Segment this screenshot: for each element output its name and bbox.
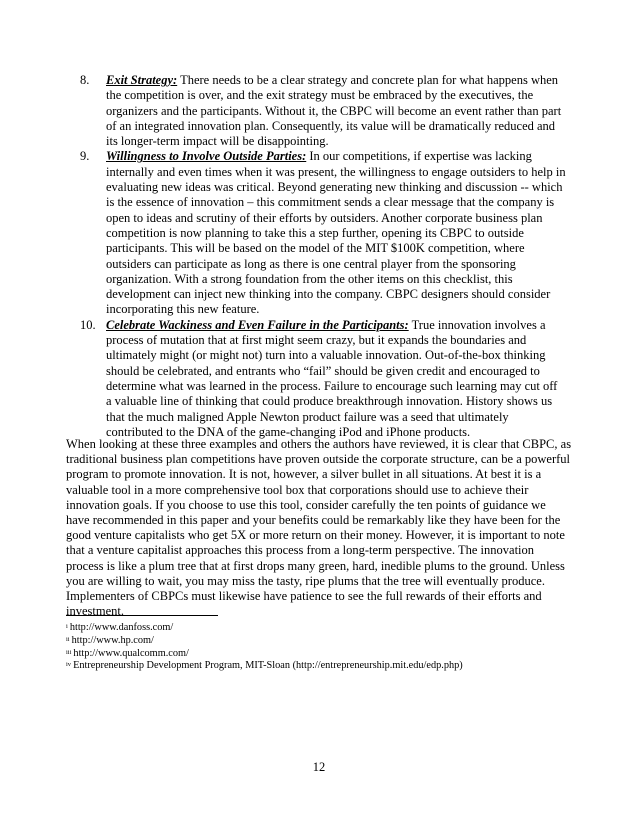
footnote-link[interactable]: http://www.hp.com/ xyxy=(71,634,154,646)
list-item-number: 10. xyxy=(80,317,96,332)
footnote-mark: i xyxy=(66,623,68,630)
list-item-title: Willingness to Involve Outside Parties: xyxy=(106,149,307,164)
footnotes xyxy=(66,622,586,673)
footnote-mark: iii xyxy=(66,648,72,656)
footnote xyxy=(66,648,586,661)
footnote-link[interactable]: http://www.qualcomm.com/ xyxy=(73,647,189,659)
list-item-number: 9. xyxy=(80,149,90,164)
list-item xyxy=(80,317,566,440)
list-item xyxy=(80,73,566,149)
footnote xyxy=(66,660,586,673)
conclusion-paragraph: When looking at these three examples and others the authors have reviewed, it is clear that CBPC, as traditional business plan competitions have proven outside the corporate structure, can be a powerful program to promote innovation. It is not, however, a silver bullet in all situations. At best it is a valuable tool in a more comprehensive tool box that corporations should use to achieve their innovation goals. If you choose to use this tool, consider carefully the ten points of guidance we have recommended in this paper and your benefits could be remarkably like they have been for the good venture capitalists who get 5X or more return on their money. However, it is important to note that a venture capitalist approaches this process from a long-term perspective. The innovation process is like a plum tree that at first drops many green, hard, inedible plums to the ground. Unless you are willing to wait, you may miss the tasty, ripe plums that the tree will eventually produce. Implementers of CBPCs must likewise have patience to see the full rewards of their efforts and investment. xyxy=(66,437,572,619)
recommendation-list xyxy=(80,73,566,440)
footnote xyxy=(66,635,586,648)
list-item-title: Exit Strategy: xyxy=(106,73,178,87)
footnote-divider xyxy=(66,615,218,616)
list-item-title: Celebrate Wackiness and Even Failure in the Participants: xyxy=(106,317,409,332)
footnote-text: Entrepreneurship Development Program, MIT-Sloan (http://entrepreneurship.mit.edu/edp.php) xyxy=(73,660,463,672)
page-number: 12 xyxy=(312,760,326,774)
list-item-number: 8. xyxy=(80,73,90,87)
footnote-mark: iv xyxy=(66,661,72,669)
footnote xyxy=(66,622,586,635)
footnote-link[interactable]: http://www.danfoss.com/ xyxy=(69,622,174,633)
list-item-text: In our competitions, if expertise was lacking internally and even times when it was present, the willingness to engage outsiders to help in evaluating new ideas was critical. Beyond generating new thinking and discussion -- which is the essence of innovation – this commitment sends a clear message that the company is open to ideas and scrutiny of their efforts by outsiders. Another corporate business plan competition is now planning to take this a step further, opening its CBPC to outside participants. This will be based on the model of the MIT $100K competition, where outsiders can participate as long as there is one central player from the sponsoring organization. With a strong foundation from the other items on this checklist, this development can inject new thinking into the company. CBPC designers should consider incorporating this new feature. xyxy=(106,149,566,317)
footnote-mark: ii xyxy=(66,635,70,643)
list-item xyxy=(80,149,566,317)
list-item-text: True innovation involves a process of mutation that at first might seem crazy, but it expands the boundaries and ultimately might (or might not) turn into a valuable innovation. Out-of-the-box thinking should be celebrated, and entrants who “fail” should be given credit and encouraged to determine what was learned in the process. Failure to encourage such learning may cut off a valuable line of thinking that could produce breakthrough innovation. History shows us that the much maligned Apple Newton product failure was a seed that ultimately contributed to the DNA of the game-changing iPod and iPhone products. xyxy=(106,317,558,439)
list-item-text: There needs to be a clear strategy and concrete plan for what happens when the competition is over, and the exit strategy must be embraced by the executives, the organizers and the participants. Without it, the CBPC will become an event rather than part of an integrated innovation plan. Consequently, its value will be dramatically reduced and its longer-term impact will be disappointing. xyxy=(106,73,562,149)
